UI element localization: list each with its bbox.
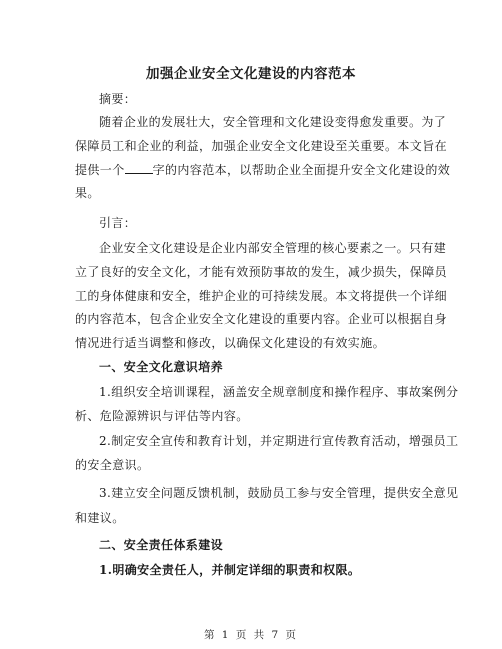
section-1-item-1: 1.组织安全培训课程，涵盖安全规章制度和操作程序、事故案例分 <box>99 385 459 399</box>
intro-line-1: 企业安全文化建设是企业内部安全管理的核心要素之一。只有建 <box>99 241 447 255</box>
abstract-line-3-end: 字的内容范本，以帮助企业全面提升安全文化建设的效 <box>152 163 451 177</box>
intro-line-5: 情况进行适当调整和修改，以确保文化建设的有效实施。 <box>75 336 386 350</box>
section-1-item-3: 3.建立安全问题反馈机制，鼓励员工参与安全管理，提供安全意见 <box>99 486 459 500</box>
intro-line-2: 立了良好的安全文化，才能有效预防事故的发生，减少损失，保障员 <box>75 265 448 279</box>
section-1-item-1-cont: 析、危险源辨识与评估等内容。 <box>75 409 249 423</box>
abstract-line-1: 随着企业的发展壮大，安全管理和文化建设变得愈发重要。为了 <box>99 115 447 129</box>
document-title: 加强企业安全文化建设的内容范本 <box>146 66 356 82</box>
page-number: 第 1 页 共 7 页 <box>203 629 299 641</box>
fill-in-blank <box>125 163 153 174</box>
abstract-line-2: 保障员工和企业的利益，加强企业安全文化建设至关重要。本文旨在 <box>75 139 448 153</box>
abstract-line-3-start: 提供一个 <box>75 163 125 177</box>
section-1-item-2: 2.制定安全宣传和教育计划，并定期进行宣传教育活动，增强员工 <box>99 434 459 448</box>
intro-line-3: 工的身体健康和安全，维护企业的可持续发展。本文将提供一个详细 <box>75 289 448 303</box>
intro-heading: 引言： <box>99 216 137 230</box>
abstract-line-4: 果。 <box>75 186 100 200</box>
abstract-heading: 摘要： <box>99 92 137 106</box>
section-1-item-3-cont: 和建议。 <box>75 511 125 525</box>
section-2-item-1: 1.明确安全责任人，并制定详细的职责和权限。 <box>99 563 361 577</box>
section-1-item-2-cont: 的安全意识。 <box>75 458 150 472</box>
intro-line-4: 的内容范本，包含企业安全文化建设的重要内容。企业可以根据自身 <box>75 312 448 326</box>
abstract-line-3 <box>75 161 451 178</box>
section-2-heading: 二、安全责任体系建设 <box>99 538 224 552</box>
section-1-heading: 一、安全文化意识培养 <box>99 360 224 374</box>
